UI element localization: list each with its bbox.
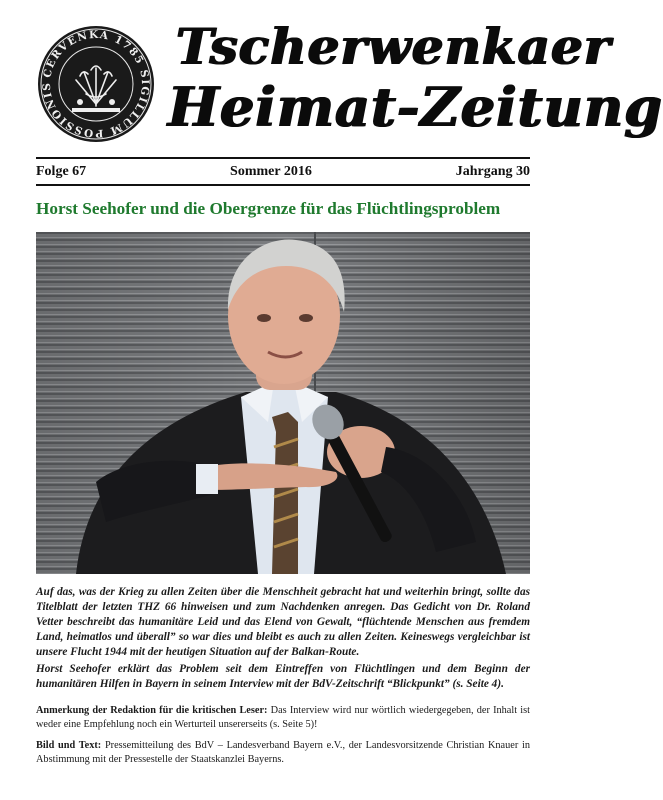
bottom-rule (36, 184, 530, 186)
cover-photo (36, 232, 530, 574)
lead-paragraph-1: Auf das, was der Krieg zu allen Zeiten über die Menschheit gebracht hat und weiterhin bringt, sollte das Titelblatt der letzten THZ 66 hinweisen und zum Nachdenken anregen. Das Gedicht von Dr. Roland Vetter beschreibt das humanitäre Leid und das Elend von Gewalt, “flüchtende Menschen aus fremdem Land, heimatlos und überall” so war dies und bleibt es auch zu allen Zeiten. Keineswegs vergleichbar ist unsere Flucht 1944 mit der heutigen Situation auf der Balkan-Route. (36, 586, 530, 658)
editor-note (36, 704, 530, 731)
issue-season: Sommer 2016 (230, 164, 312, 179)
editor-note-text: Das Interview wird nur wörtlich wiedergegeben, der Inhalt ist weder eine Empfehlung noch ein Werturteil unsererseits (s. Seite 5)! (36, 705, 531, 730)
newspaper-title (168, 17, 663, 152)
editor-note-label: Anmerkung der Redaktion für die kritischen Leser: (36, 705, 268, 716)
article-headline: Horst Seehofer und die Obergrenze für das Flüchtlingsproblem (36, 199, 501, 218)
svg-text:CERVENKA 1785 SIGILLUM POSSION: CERVENKA 1785 SIGILLUM POSSIONIS (40, 28, 152, 140)
top-rule (36, 157, 530, 159)
issue-info-bar (36, 161, 530, 183)
issue-number: Folge 67 (36, 164, 87, 179)
title-line-1: Tscherwenkaer (176, 17, 612, 76)
photo-credit-note (36, 739, 530, 766)
village-seal-logo (36, 24, 156, 144)
masthead (0, 0, 663, 160)
issue-volume: Jahrgang 30 (455, 164, 530, 179)
credit-text: Pressemitteilung des BdV – Landesverband Bayern e.V., der Landesvorsitzende Christian Knauer in Abstimmung mit der Pressestelle der Staatskanzlei Bayerns. (36, 740, 530, 765)
credit-label: Bild und Text: (36, 740, 102, 751)
lead-paragraph-2: Horst Seehofer erklärt das Problem seit dem Eintreffen von Flüchtlingen und dem Beginn der humanitären Hilfen in Bayern in seinem Interview mit der BdV-Zeitschrift “Blickpunkt” (s. Seite 4). (36, 663, 530, 690)
title-line-2: Heimat-Zeitung (168, 75, 663, 139)
